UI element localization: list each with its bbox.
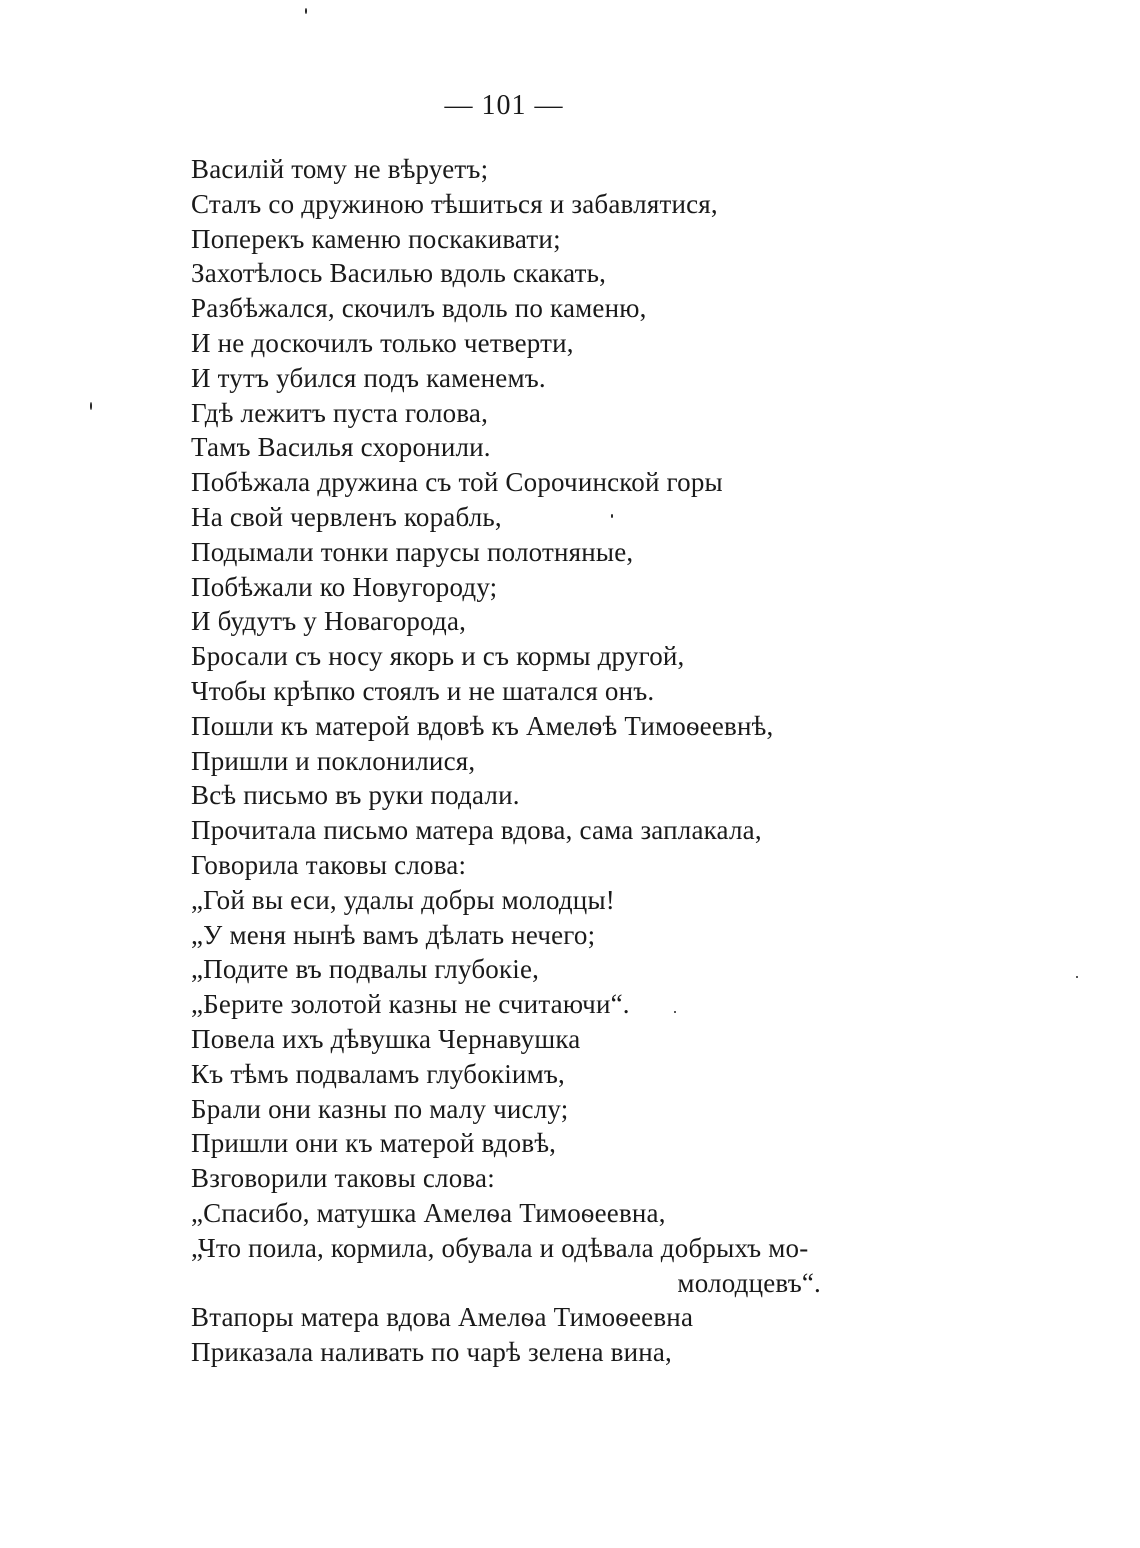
verse-line: „У меня нынѣ вамъ дѣлать нечего; — [191, 919, 596, 950]
verse-line: Захотѣлось Василью вдоль скакать, — [191, 258, 607, 289]
verse-line: Чтобы крѣпко стоялъ и не шатался онъ. — [191, 675, 655, 706]
verse-line: „Подите въ подвалы глубокіе, — [191, 954, 540, 985]
verse-line: Разбѣжался, скочилъ вдоль по каменю, — [191, 293, 647, 324]
scan-speck — [611, 514, 613, 518]
verse-line: Втапоры матера вдова Амелѳа Тимоѳеевна — [191, 1302, 694, 1333]
verse-line: На свой червленъ корабль, — [191, 501, 502, 532]
scan-speck — [305, 8, 307, 14]
verse-line: „Спасибо, матушка Амелѳа Тимоѳеевна, — [191, 1197, 666, 1228]
verse-line: И тутъ убился подъ каменемъ. — [191, 362, 546, 393]
verse-line: Побѣжала дружина съ той Сорочинской горы — [191, 467, 723, 498]
verse-line: Приказала наливать по чарѣ зелена вина, — [191, 1337, 673, 1368]
verse-line: Всѣ письмо въ руки подали. — [191, 780, 520, 811]
verse-line: И не доскочилъ только четверти, — [191, 327, 574, 358]
verse-line: И будутъ у Новагорода, — [191, 606, 467, 637]
verse-line: Бросали съ носу якорь и съ кормы другой, — [191, 641, 685, 672]
page-number: — 101 — — [444, 90, 564, 121]
verse-line: Брали они казны по малу числу; — [191, 1093, 569, 1124]
verse-line: „Берите золотой казны не считаючи“. — [191, 989, 630, 1020]
verse-line: Поперекъ каменю поскакивати; — [191, 223, 561, 254]
verse-line: Подымали тонки парусы полотняные, — [191, 536, 634, 567]
verse-line: Тамъ Василья схоронили. — [191, 432, 491, 463]
verse-line: Прочитала письмо матера вдова, сама заплакала, — [191, 815, 762, 846]
verse-line: Пошли къ матерой вдовѣ къ Амелѳѣ Тимоѳеевнѣ, — [191, 710, 774, 741]
verse-line: „Гой вы еси, удалы добры молодцы! — [191, 884, 615, 915]
verse-line: Василій тому не вѣруетъ; — [191, 154, 489, 184]
verse-line: Побѣжали ко Новугороду; — [191, 571, 498, 602]
verse-line: Сталъ со дружиною тѣшиться и забавлятися, — [191, 188, 718, 219]
poem-text — [191, 152, 911, 1370]
scan-speck — [674, 1011, 676, 1013]
verse-line-continuation: молодцевъ“. — [677, 1267, 821, 1298]
verse-line: Повела ихъ дѣвушка Чернавушка — [191, 1023, 581, 1054]
verse-line: „Что поила, кормила, обувала и одѣвала добрыхъ мо- — [191, 1232, 809, 1263]
verse-line: Пришли и поклонилися, — [191, 745, 476, 776]
verse-line: Къ тѣмъ подваламъ глубокіимъ, — [191, 1058, 565, 1089]
verse-line: Взговорили таковы слова: — [191, 1163, 495, 1194]
verse-line: Гдѣ лежитъ пуста голова, — [191, 397, 489, 428]
scan-speck — [1076, 976, 1078, 978]
verse-line: Пришли они къ матерой вдовѣ, — [191, 1128, 557, 1159]
scan-speck — [90, 402, 92, 410]
verse-line: Говорила таковы слова: — [191, 849, 467, 880]
